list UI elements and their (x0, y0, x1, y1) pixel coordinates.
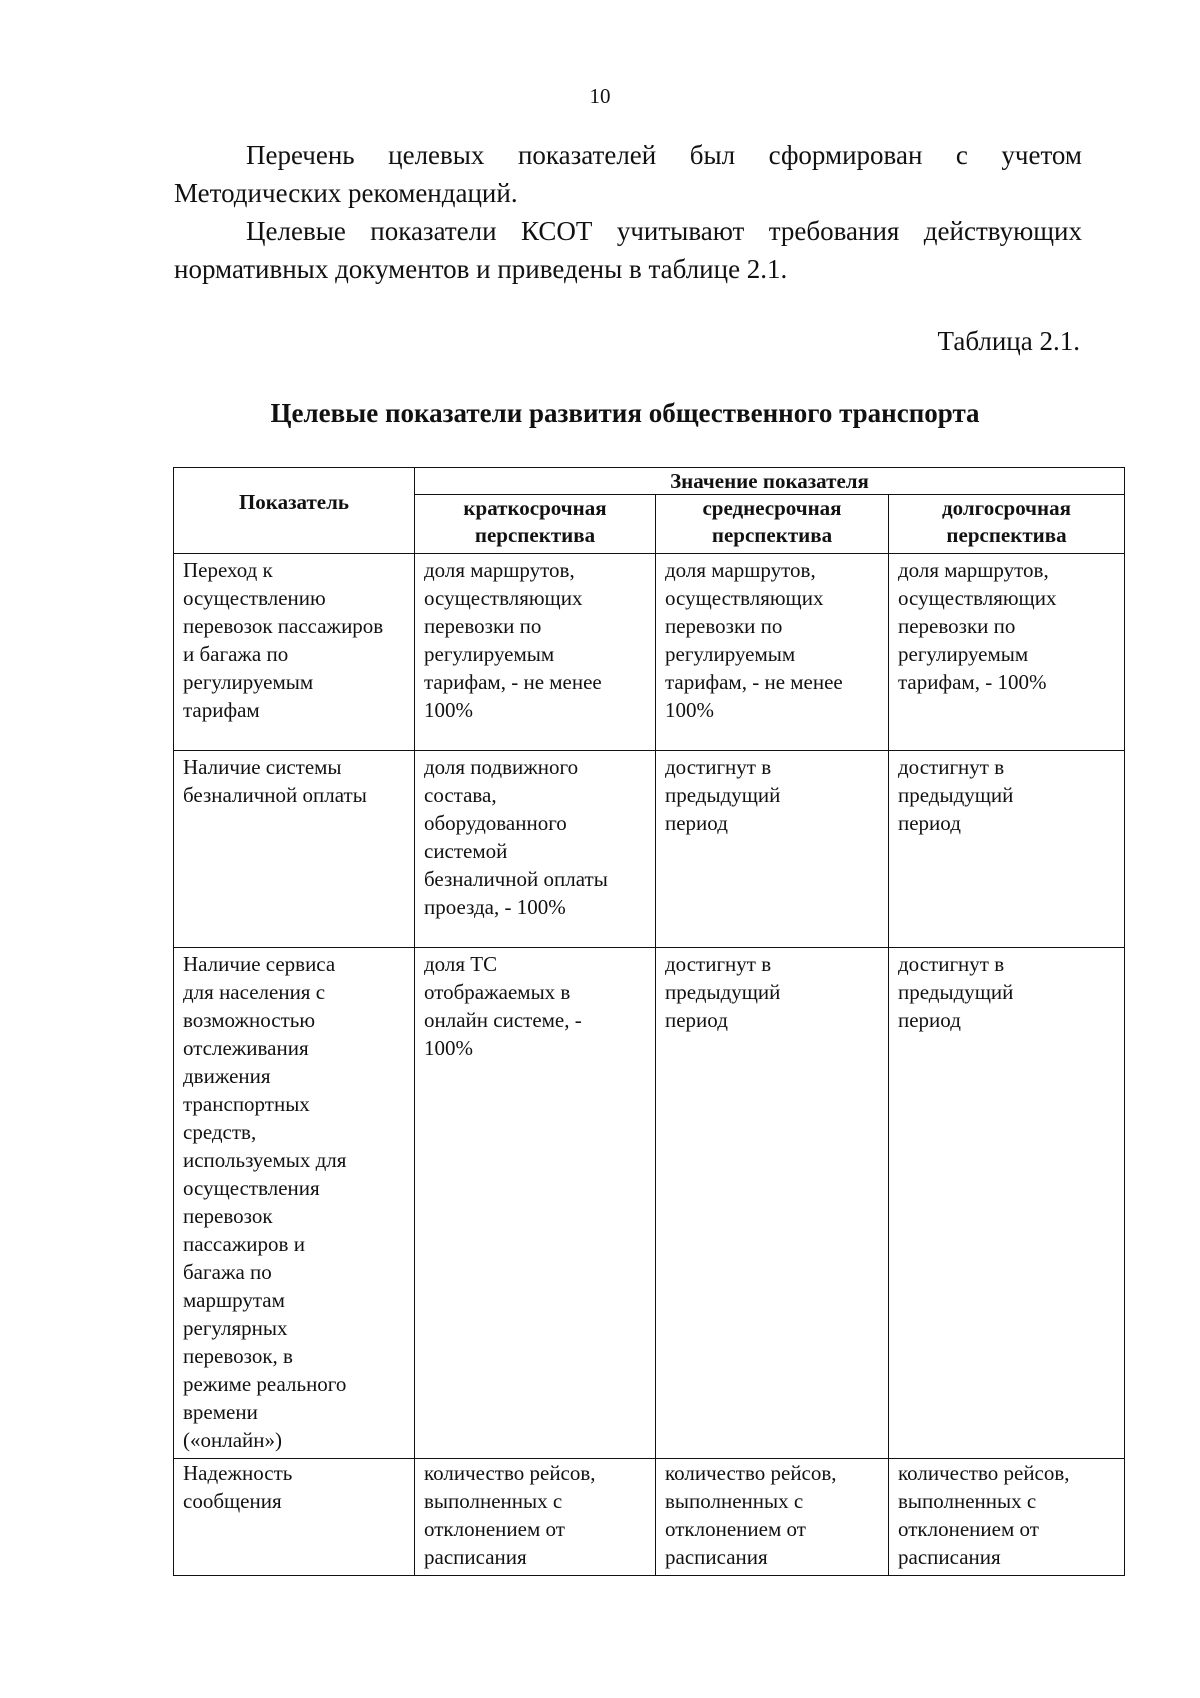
table-row (174, 554, 1125, 751)
cell-indicator: Надежность сообщения (174, 1459, 415, 1576)
cell-medium-term: достигнут в предыдущий период (656, 751, 889, 948)
cell-medium-term: достигнут в предыдущий период (656, 948, 889, 1459)
cell-medium-term: доля маршрутов, осуществляющих перевозки по регулируемым тарифам, - не менее 100% (656, 554, 889, 751)
cell-short-term: количество рейсов, выполненных с отклонением от расписания (415, 1459, 656, 1576)
table-row (174, 1459, 1125, 1576)
header-indicator: Показатель (174, 468, 415, 554)
table-row (174, 751, 1125, 948)
table-row (174, 948, 1125, 1459)
header-value-group: Значение показателя (415, 468, 1125, 495)
intro-paragraph: Перечень целевых показателей был сформирован с учетом Методических рекомендаций. (174, 140, 1082, 208)
cell-long-term: достигнут в предыдущий период (889, 948, 1125, 1459)
header-short-term: краткосрочная перспектива (415, 495, 656, 554)
table-reference-paragraph: Целевые показатели КСОТ учитывают требования действующих нормативных документов и приведены в таблице 2.1. (174, 216, 1082, 284)
table-title: Целевые показатели развития общественного транспорта (270, 398, 980, 428)
cell-indicator: Наличие системы безналичной оплаты (174, 751, 415, 948)
table-header-row (174, 468, 1125, 495)
cell-indicator: Переход к осуществлению перевозок пассажиров и багажа по регулируемым тарифам (174, 554, 415, 751)
cell-short-term: доля маршрутов, осуществляющих перевозки по регулируемым тарифам, - не менее 100% (415, 554, 656, 751)
cell-indicator: Наличие сервиса для населения с возможностью отслеживания движения транспортных средств, используемых для осуществления перевозок пассажиров и багажа по маршрутам регулярных перевозок, в режиме реального времени («онлайн») (174, 948, 415, 1459)
header-medium-term: среднесрочная перспектива (656, 495, 889, 554)
cell-long-term: количество рейсов, выполненных с отклонением от расписания (889, 1459, 1125, 1576)
indicators-table (173, 467, 1125, 1576)
page-number: 10 (589, 84, 611, 108)
header-long-term: долгосрочная перспектива (889, 495, 1125, 554)
cell-long-term: доля маршрутов, осуществляющих перевозки по регулируемым тарифам, - 100% (889, 554, 1125, 751)
cell-short-term: доля подвижного состава, оборудованного системой безналичной оплаты проезда, - 100% (415, 751, 656, 948)
cell-short-term: доля ТС отображаемых в онлайн системе, - 100% (415, 948, 656, 1459)
cell-medium-term: количество рейсов, выполненных с отклонением от расписания (656, 1459, 889, 1576)
table-caption: Таблица 2.1. (937, 326, 1080, 356)
cell-long-term: достигнут в предыдущий период (889, 751, 1125, 948)
